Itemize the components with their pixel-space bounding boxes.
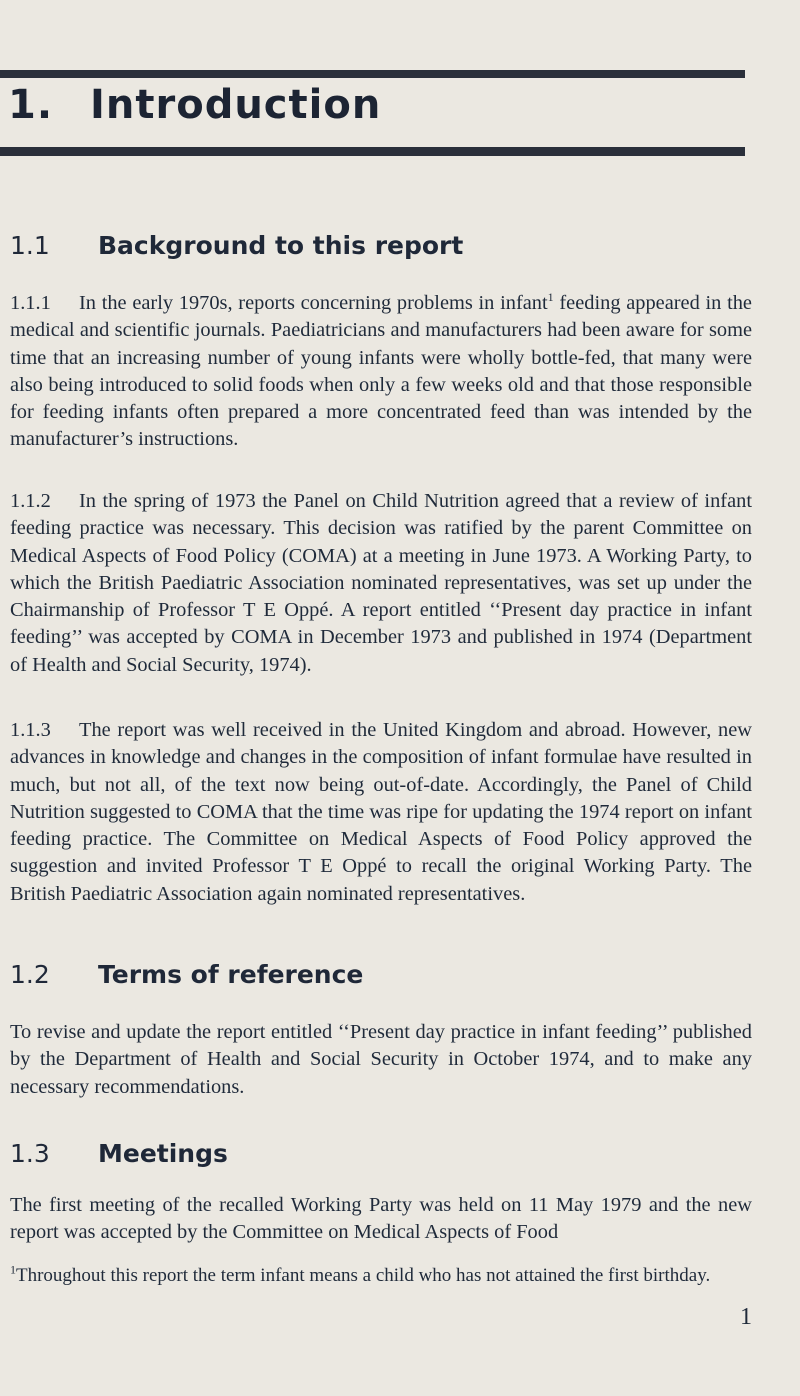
paragraph-text: feeding appeared in the medical and scientific journals. Paediatricians and manufacturers had been aware for some time that an increasing number of young infants were wholly bottle-fed, that many were also being introduced to solid foods when only a few weeks old and that those responsible for feeding infants often prepared a more concentrated feed than was intended by the manufacturer’s instructions. [10,292,752,451]
section-heading-background [10,231,463,260]
paragraph-text: In the early 1970s, reports concerning problems in infant [79,292,548,314]
section-title: Background to this report [98,231,464,260]
footnote [10,1262,711,1287]
chapter-rule-bottom [0,147,745,156]
chapter-title-text: Introduction [90,82,382,128]
section-number: 1.2 [10,960,50,989]
paragraph-number: 1.1.3 [10,719,51,741]
footnote-marker: 1 [547,290,554,305]
footnote-text: Throughout this report the term infant means a child who has not attained the first birthday. [16,1265,711,1286]
chapter-rule-top [0,70,745,78]
section-number: 1.3 [10,1139,50,1168]
paragraph-number: 1.1.1 [10,292,51,314]
paragraph-number: 1.1.2 [10,490,51,512]
paragraph-text: The report was well received in the United Kingdom and abroad. However, new advances in knowledge and changes in the composition of infant formulae have resulted in much, but not all, of the text now being out-of-date. Accordingly, the Panel of Child Nutrition suggested to COMA that the time was ripe for updating the 1974 report on infant feeding practice. The Committee on Medical Aspects of Food Policy approved the suggestion and invited Professor T E Oppé to recall the original Working Party. The British Paediatric Association again nominated representatives. [10,719,752,905]
paragraph-text: The first meeting of the recalled Working Party was held on 11 May 1979 and the new report was accepted by the Committee on Medical Aspects of Food [10,1194,752,1244]
paragraph-1-1-1 [10,290,752,454]
section-number: 1.1 [10,231,50,260]
chapter-title [8,82,381,128]
section-heading-terms-of-reference [10,960,363,989]
section-title: Meetings [98,1139,228,1168]
paragraph-text: To revise and update the report entitled ‘‘Present day practice in infant feeding’’ published by the Department of Health and Social Security in October 1974, and to make any necessary recommendations. [10,1021,752,1098]
section-heading-meetings [10,1139,228,1168]
paragraph-text: In the spring of 1973 the Panel on Child Nutrition agreed that a review of infant feeding practice was necessary. This decision was ratified by the parent Committee on Medical Aspects of Food Policy (COMA) at a meeting in June 1973. A Working Party, to which the British Paediatric Association nominated representatives, was set up under the Chairmanship of Professor T E Oppé. A report entitled ‘‘Present day practice in infant feeding’’ was accepted by COMA in December 1973 and published in 1974 (Department of Health and Social Security, 1974). [10,490,752,676]
paragraph-1-1-2 [10,488,752,679]
paragraph-1-1-3 [10,717,752,908]
paragraph-terms-of-reference [10,1019,752,1101]
page-number: 1 [740,1304,752,1330]
chapter-number: 1. [8,82,54,128]
section-title: Terms of reference [98,960,364,989]
footnote-marker: 1 [10,1262,16,1277]
paragraph-meetings [10,1192,752,1247]
